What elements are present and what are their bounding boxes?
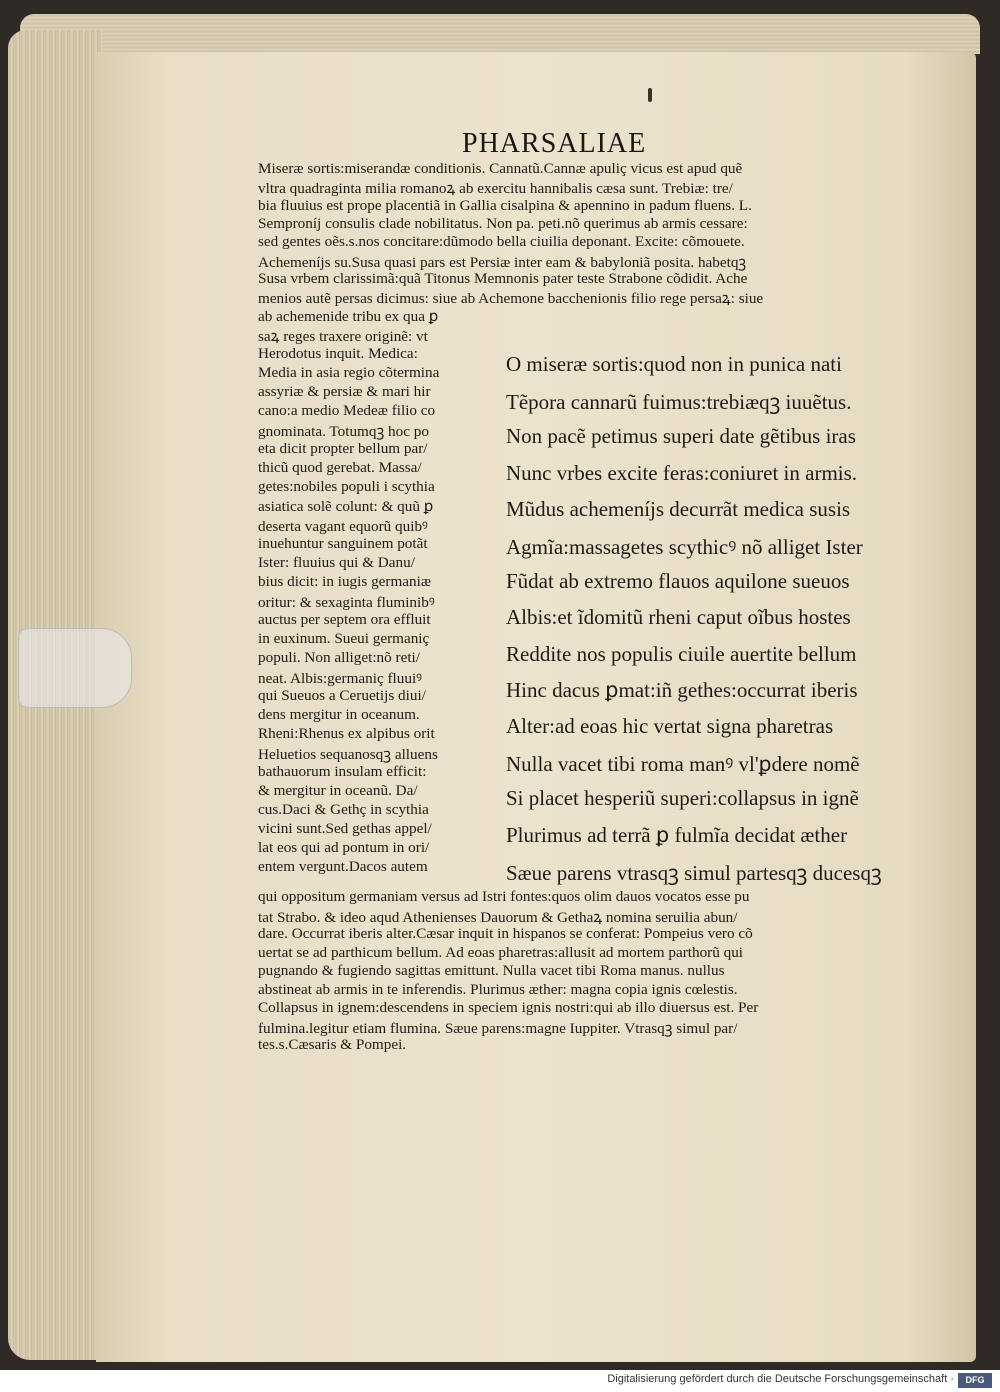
verse-line: Hinc dacus ꝑmat:iñ gethes:occurrat iberis	[506, 677, 858, 702]
commentary-line: Miseræ sortis:miserandæ conditionis. Cannatũ.Cannæ apuliç vicus est apud quẽ	[258, 160, 743, 177]
commentary-line: Ister: fluuius qui & Danu/	[258, 554, 415, 571]
commentary-line: assyriæ & persiæ & mari hir	[258, 383, 431, 400]
verse-line: O miseræ sortis:quod non in punica nati	[506, 352, 842, 376]
commentary-line: Semproníj consulis clade nobilitatus. Non pa. peti.nõ querimus ab armis cessare:	[258, 214, 748, 232]
commentary-line: in euxinum. Sueui germaniç	[258, 630, 430, 647]
page-title: PHARSALIAE	[462, 128, 647, 159]
commentary-line: Achemeníjs su.Susa quasi pars est Persiæ inter eam & babyloniã posita. habetqꝫ	[258, 253, 747, 271]
commentary-line: qui oppositum germaniam versus ad Istri fontes:quos olim dauos vocatos esse pu	[258, 888, 750, 905]
commentary-line: getes:nobiles populi i scythia	[258, 478, 435, 495]
verse-line: Nunc vrbes excite feras:coniuret in armis.	[506, 460, 858, 485]
commentary-line: pugnando & fugiendo sagittas emittunt. Nulla vacet tibi Roma manus. nullus	[258, 962, 725, 979]
verse-line: Fũdat ab extremo flauos aquilone sueuos	[506, 569, 850, 594]
commentary-line: cano:a medio Medeæ filio co	[258, 402, 436, 419]
commentary-line: cus.Daci & Gethç in scythia	[258, 801, 429, 818]
commentary-line: tat Strabo. & ideo aqud Athenienses Dauorum & Gethaꝝ nomina seruilia abun/	[258, 908, 738, 926]
commentary-line: oritur: & sexaginta fluminibꝰ	[258, 594, 435, 611]
commentary-line: thicũ quod gerebat. Massa/	[258, 459, 422, 476]
commentary-line: neat. Albis:germaniç fluuiꝰ	[258, 670, 422, 687]
commentary-line: saꝝ reges traxere originẽ: vt	[258, 328, 428, 345]
verse-line: Sæue parens vtrasqꝫ simul partesqꝫ ducesqꝫ	[506, 860, 882, 885]
verse-line: Nulla vacet tibi roma manꝰ vl'ꝑdere nomẽ	[506, 752, 860, 777]
commentary-line: Rheni:Rhenus ex alpibus orit	[258, 725, 435, 742]
commentary-line: qui Sueuos a Ceruetijs diui/	[258, 687, 426, 704]
footer-bar	[0, 1370, 1000, 1392]
commentary-line: menios autẽ persas dicimus: siue ab Achemone bacchenionis filio rege persaꝝ: siue	[258, 290, 764, 308]
verse-line: Albis:et ĩdomitũ rheni caput oĩbus hostes	[506, 605, 851, 630]
verse-line: Alter:ad eoas hic vertat signa pharetras	[506, 714, 834, 738]
commentary-line: Herodotus inquit. Medica:	[258, 345, 418, 362]
commentary-line: eta dicit propter bellum par/	[258, 440, 428, 457]
commentary-line: vicini sunt.Sed gethas appel/	[258, 820, 432, 837]
commentary-line: dare. Occurrat iberis alter.Cæsar inquit in hispanos se conferat: Pompeius vero cõ	[258, 925, 753, 942]
book-top-edges	[20, 14, 980, 54]
page-clip	[18, 628, 132, 708]
commentary-line: bius dicit: in iugis germaniæ	[258, 573, 431, 590]
commentary-line: fulmina.legitur etiam flumina. Sæue parens:magne Iuppiter. Vtrasqꝫ simul par/	[258, 1019, 738, 1037]
commentary-line: Collapsus in ignem:descendens in speciem ignis nostri:qui ab illo diuersus est. Per	[258, 999, 759, 1016]
commentary-line: bia fluuius est prope placentiã in Gallia cisalpina & apennino in padum fluens. L.	[258, 196, 752, 214]
commentary-line: tes.s.Cæsaris & Pompei.	[258, 1036, 407, 1053]
verse-line: Si placet hesperiũ superi:collapsus in ignẽ	[506, 786, 859, 811]
commentary-line: auctus per septem ora effluit	[258, 611, 431, 628]
commentary-line: dens mergitur in oceanum.	[258, 706, 420, 723]
verse-line: Agmĩa:massagetes scythicꝰ nõ alliget Ister	[506, 535, 863, 559]
commentary-line: sed gentes oẽs.s.nos concitare:dũmodo bella ciuilia deponant. Excite: cõmouete.	[258, 233, 745, 251]
commentary-line: inuehuntur sanguinem potãt	[258, 535, 428, 552]
verse-line: Non pacẽ petimus superi date gẽtibus iras	[506, 424, 856, 449]
dfg-logo: DFG	[958, 1373, 992, 1388]
verse-line: Plurimus ad terrã ꝑ fulmĩa decidat æther	[506, 822, 848, 847]
verse-line: Mũdus achemeníjs decurrãt medica susis	[506, 496, 851, 521]
commentary-line: populi. Non alliget:nõ reti/	[258, 649, 420, 666]
commentary-line: Heluetios sequanosqꝫ alluens	[258, 746, 438, 763]
commentary-line: vltra quadraginta milia romanoꝝ ab exercitu hannibalis cæsa sunt. Trebiæ: tre/	[258, 180, 733, 198]
commentary-line: bathauorum insulam efficit:	[258, 763, 427, 780]
commentary-line: Susa vrbem clarissimã:quã Titonus Memnonis pater teste Strabone cõdidit. Ache	[258, 269, 748, 287]
commentary-line: & mergitur in oceanũ. Da/	[258, 782, 418, 799]
commentary-line: deserta vagant equorũ quibꝰ	[258, 518, 428, 535]
commentary-line: abstineat ab armis in te inferendis. Plurimus æther: magna copia ignis cœlestis.	[258, 980, 738, 998]
commentary-line: asiatica solẽ colunt: & quũ ꝑ	[258, 498, 434, 515]
commentary-line: gnominata. Totumqꝫ hoc po	[258, 423, 429, 440]
commentary-line: Media in asia regio cõtermina	[258, 364, 440, 381]
verse-line: Reddite nos populis ciuile auertite bellum	[506, 641, 857, 666]
commentary-line: lat eos qui ad pontum in ori/	[258, 839, 430, 856]
verse-line: Tẽpora cannarũ fuimus:trebiæqꝫ iuuẽtus.	[506, 390, 852, 415]
ink-mark	[648, 88, 652, 102]
commentary-line: ab achemenide tribu ex qua ꝑ	[258, 308, 439, 325]
footer-credit: Digitalisierung gefördert durch die Deutsche Forschungsgemeinschaft ·	[607, 1373, 954, 1385]
commentary-line: entem vergunt.Dacos autem	[258, 858, 428, 875]
commentary-line: uertat se ad parthicum bellum. Ad eoas pharetras:allusit ad mortem parthorũ qui	[258, 943, 744, 961]
